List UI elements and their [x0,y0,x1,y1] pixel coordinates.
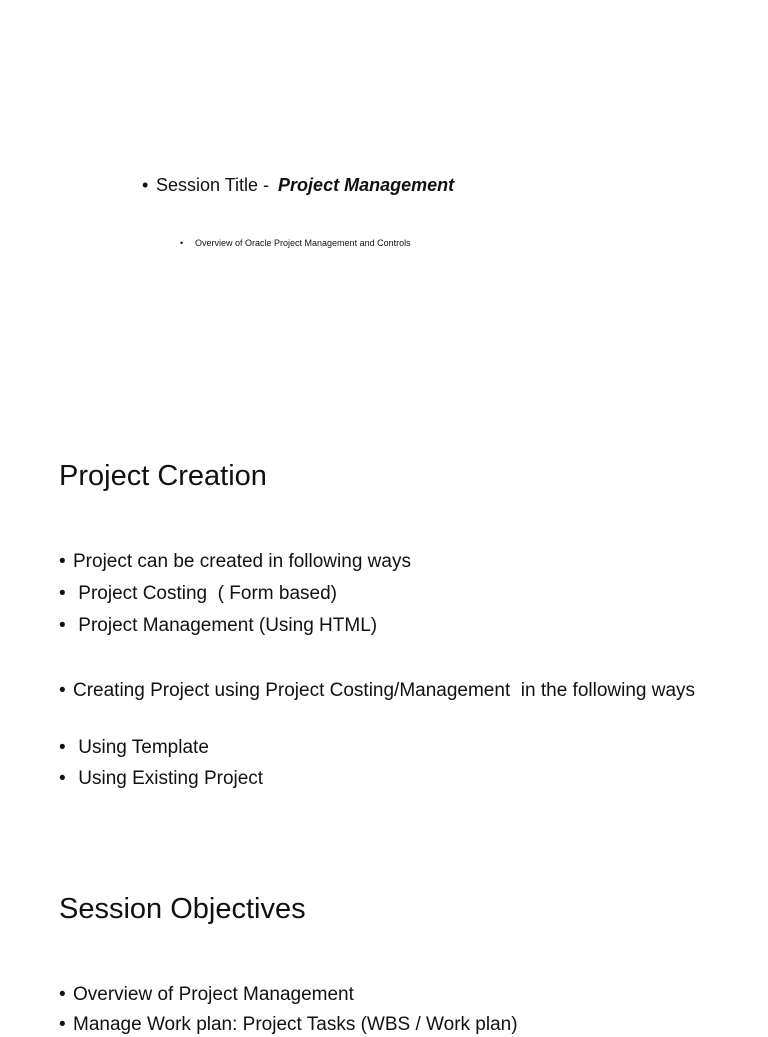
list-item-text: Using Existing Project [73,768,264,789]
list-item [59,1013,518,1037]
bullet-marker: • [59,984,66,1005]
bullet-marker: • [59,615,66,636]
list-item [59,983,354,1007]
slide-heading: Session Objectives [59,893,306,925]
bullet-marker: • [142,175,149,195]
slide-heading: Project Creation [59,460,267,492]
list-item-text: Project can be created in following ways [73,551,411,572]
bullet-marker: • [59,768,66,789]
bullet-marker: • [59,551,66,572]
list-item-text: Overview of Project Management [73,984,354,1005]
list-item-text: Manage Work plan: Project Tasks (WBS / Work plan) [73,1014,518,1035]
session-title-label: Session Title - [156,175,275,195]
list-item-text: Using Template [73,737,209,758]
bullet-marker: • [59,737,66,758]
bullet-marker: • [180,238,184,248]
list-item-text: Creating Project using Project Costing/Management in the following ways [73,680,696,701]
session-sub-bullet-text: Overview of Oracle Project Management and Controls [195,238,411,248]
list-item-text: Project Management (Using HTML) [73,615,378,636]
bullet-marker: • [59,680,66,701]
list-item-text: Project Costing ( Form based) [73,583,337,604]
session-title-value: Project Management [278,175,455,195]
bullet-marker: • [59,1014,66,1035]
bullet-marker: • [59,583,66,604]
